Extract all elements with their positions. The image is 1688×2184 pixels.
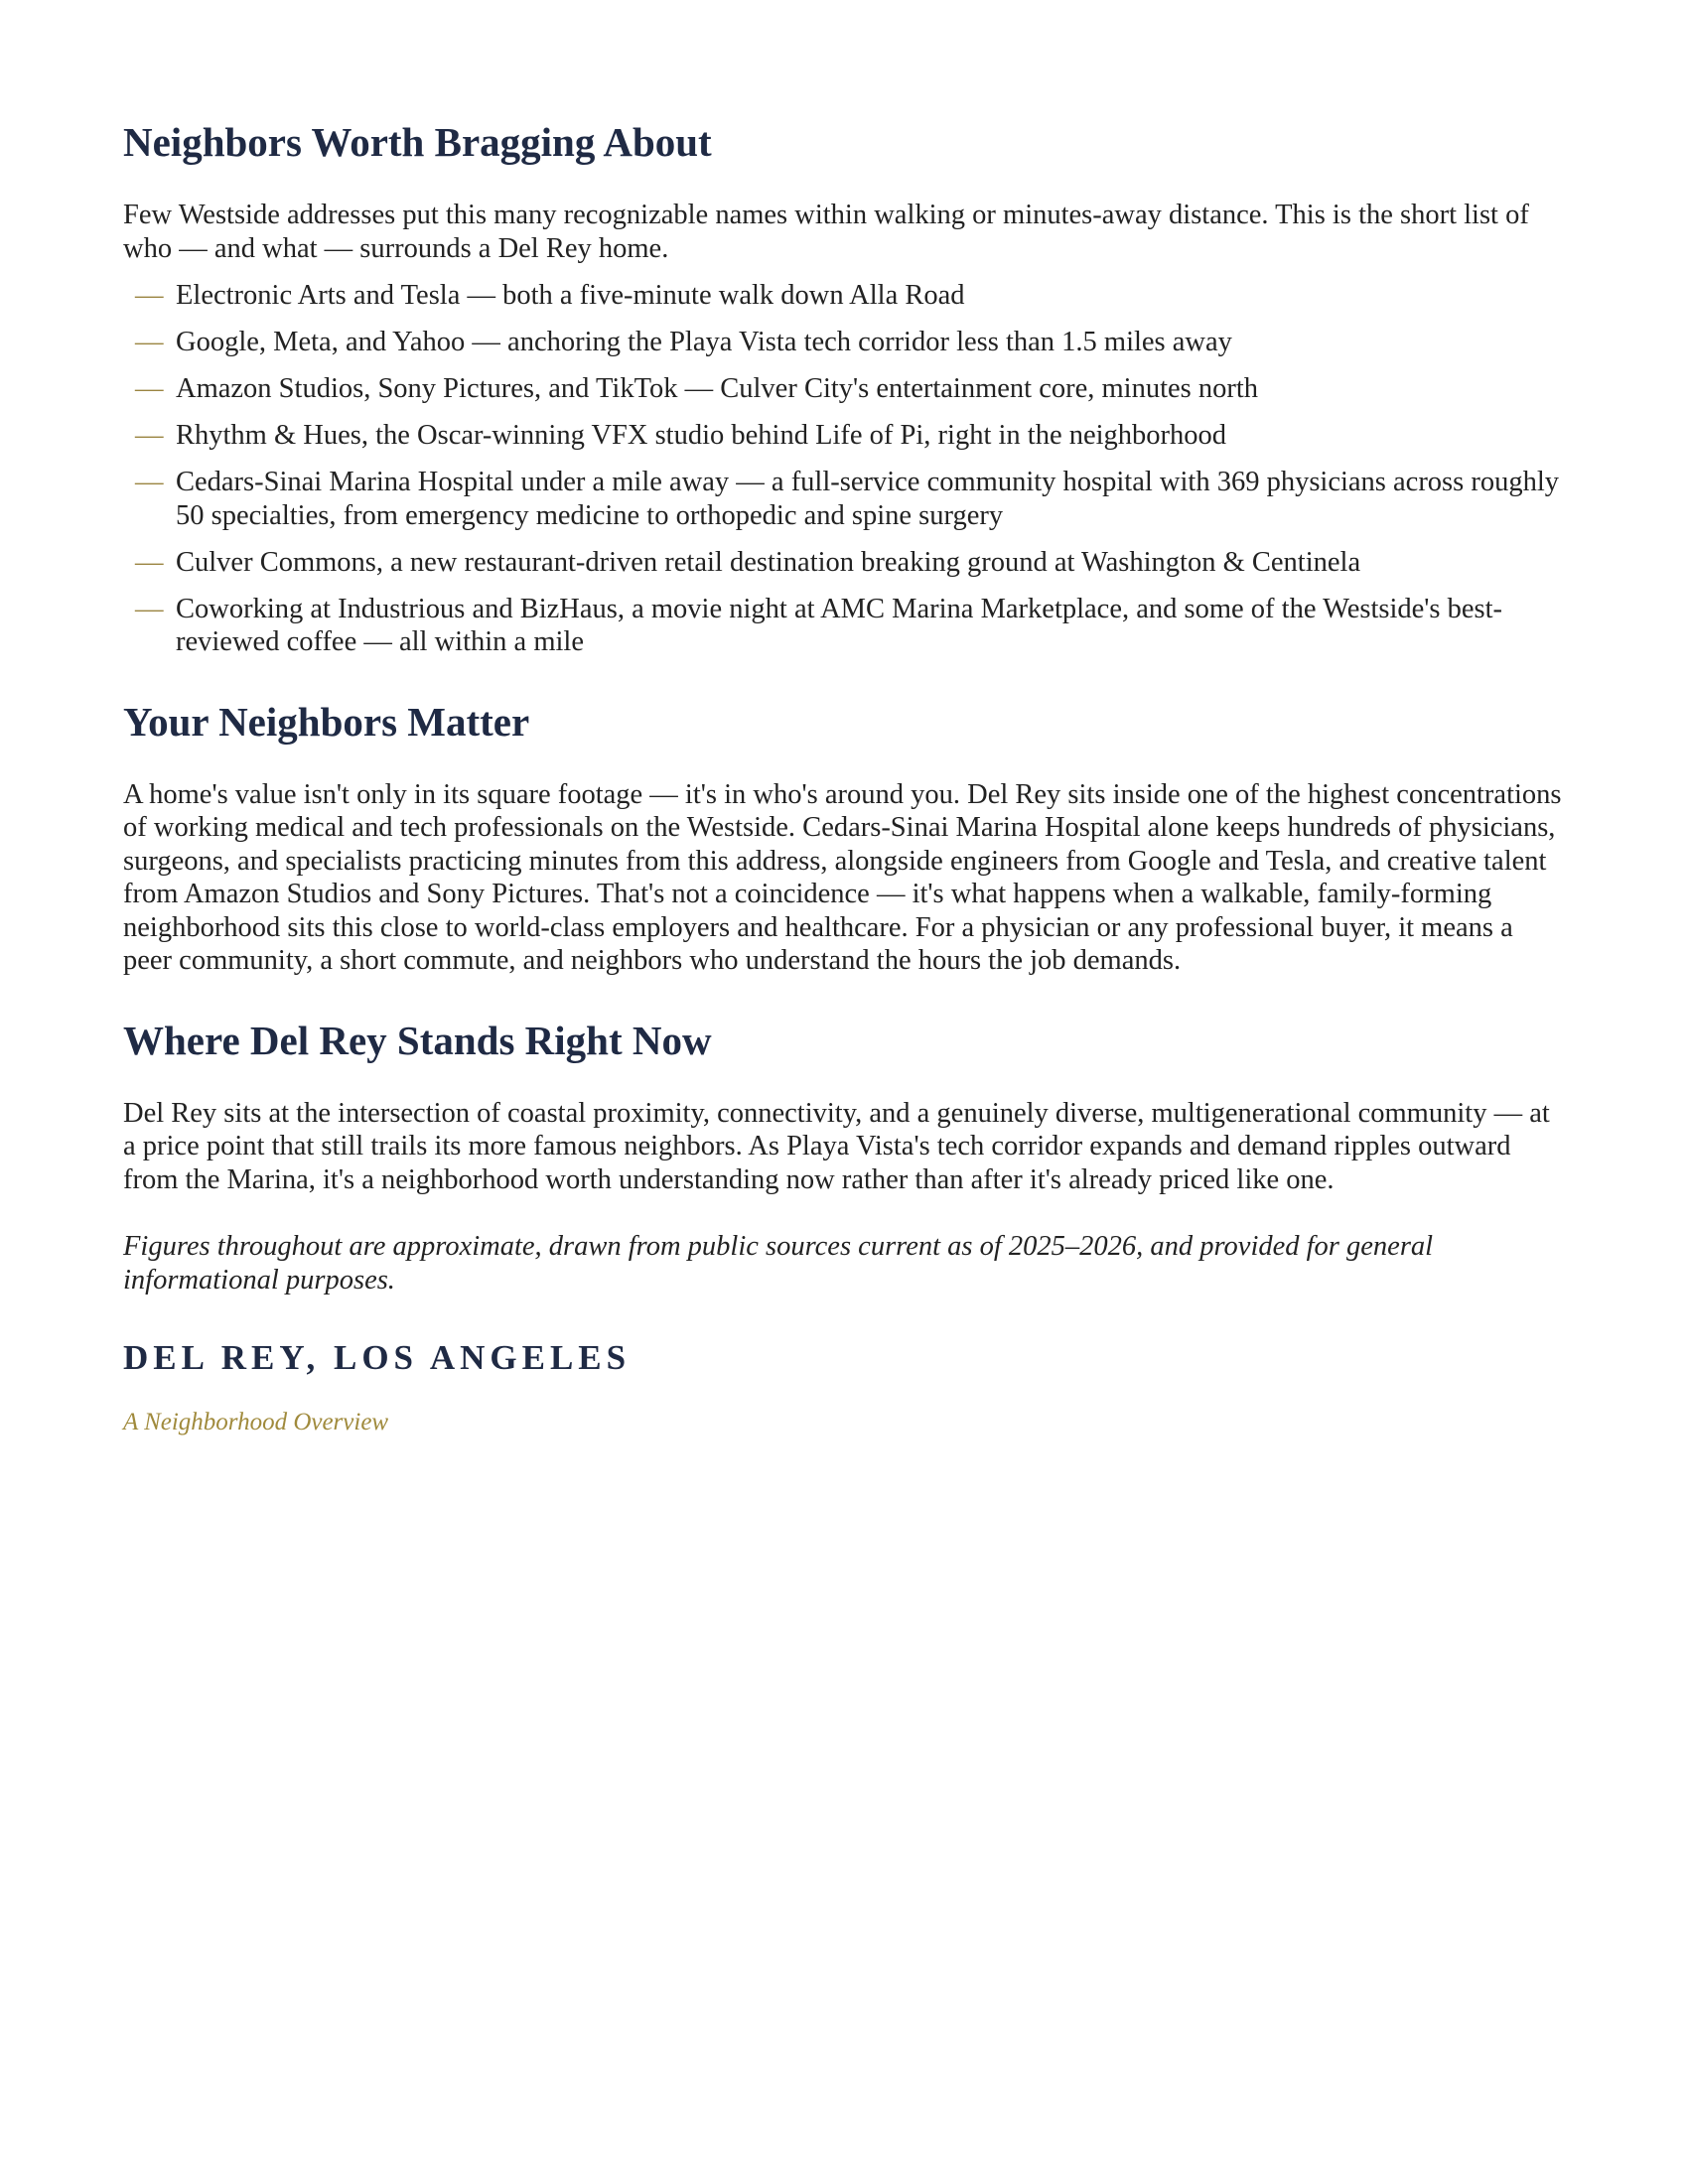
dash-bullet: —	[135, 373, 164, 404]
list-item	[123, 372, 1565, 406]
list-item-text: Coworking at Industrious and BizHaus, a movie night at AMC Marina Marketplace, and some of the Westside's best-reviewed coffee — all within a mile	[176, 593, 1503, 657]
dash-bullet: —	[135, 546, 164, 578]
section-heading: Where Del Rey Stands Right Now	[123, 1017, 712, 1063]
list-item	[123, 466, 1565, 532]
list-item-text: Google, Meta, and Yahoo — anchoring the Playa Vista tech corridor less than 1.5 miles away	[176, 327, 1232, 357]
document-page	[123, 117, 1565, 1437]
dash-bullet: —	[135, 593, 164, 624]
list-item	[123, 326, 1565, 359]
section-neighbors-bragging	[123, 117, 1565, 659]
list-item-text: Cedars-Sinai Marina Hospital under a mile away — a full-service community hospital with 369 physicians across roughly 50 specialties, from emergency medicine to orthopedic and spine surgery	[176, 467, 1560, 531]
dash-bullet: —	[135, 327, 164, 357]
section-stands-now	[123, 1016, 1565, 1297]
section-heading: Neighbors Worth Bragging About	[123, 119, 712, 165]
neighbors-list	[123, 279, 1565, 659]
brand-tagline: A Neighborhood Overview	[123, 1409, 389, 1435]
disclaimer-note: Figures throughout are approximate, drawn from public sources current as of 2025–2026, and provided for general informational purposes.	[123, 1231, 1434, 1296]
list-item-text: Culver Commons, a new restaurant-driven retail destination breaking ground at Washington & Centinela	[176, 546, 1361, 578]
section-body: A home's value isn't only in its square footage — it's in who's around you. Del Rey sits inside one of the highest concentrations of working medical and tech professionals on the Westside. Cedars-Sinai Marina Hospital alone keeps hundreds of physicians, surgeons, and specialists practicing minutes from this address, alongside engineers from Google and Tesla, and creative talent from Amazon Studios and Sony Pictures. That's not a coincidence — it's what happens when a walkable, family-forming neighborhood sits this close to world-class employers and healthcare. For a physician or any professional buyer, it means a peer community, a short commute, and neighbors who understand the hours the job demands.	[123, 778, 1562, 976]
list-item	[123, 419, 1565, 453]
list-item-text: Rhythm & Hues, the Oscar-winning VFX studio behind Life of Pi, right in the neighborhood	[176, 420, 1227, 451]
list-item-text: Electronic Arts and Tesla — both a five-minute walk down Alla Road	[176, 280, 965, 311]
section-neighbors-matter	[123, 697, 1565, 978]
list-item	[123, 546, 1565, 580]
dash-bullet: —	[135, 467, 164, 497]
dash-bullet: —	[135, 280, 164, 311]
section-intro: Few Westside addresses put this many recognizable names within walking or minutes-away distance. This is the short list of who — and what — surrounds a Del Rey home.	[123, 200, 1529, 264]
list-item	[123, 593, 1565, 659]
brand-title: DEL REY, LOS ANGELES	[123, 1338, 632, 1377]
list-item-text: Amazon Studios, Sony Pictures, and TikTok — Culver City's entertainment core, minutes north	[176, 373, 1259, 404]
section-heading: Your Neighbors Matter	[123, 698, 530, 745]
section-body: Del Rey sits at the intersection of coastal proximity, connectivity, and a genuinely diverse, multigenerational community — at a price point that still trails its more famous neighbors. As Playa Vista's tech corridor expands and demand ripples outward from the Marina, it's a neighborhood worth understanding now rather than after it's already priced like one.	[123, 1097, 1550, 1195]
dash-bullet: —	[135, 420, 164, 451]
list-item	[123, 279, 1565, 313]
